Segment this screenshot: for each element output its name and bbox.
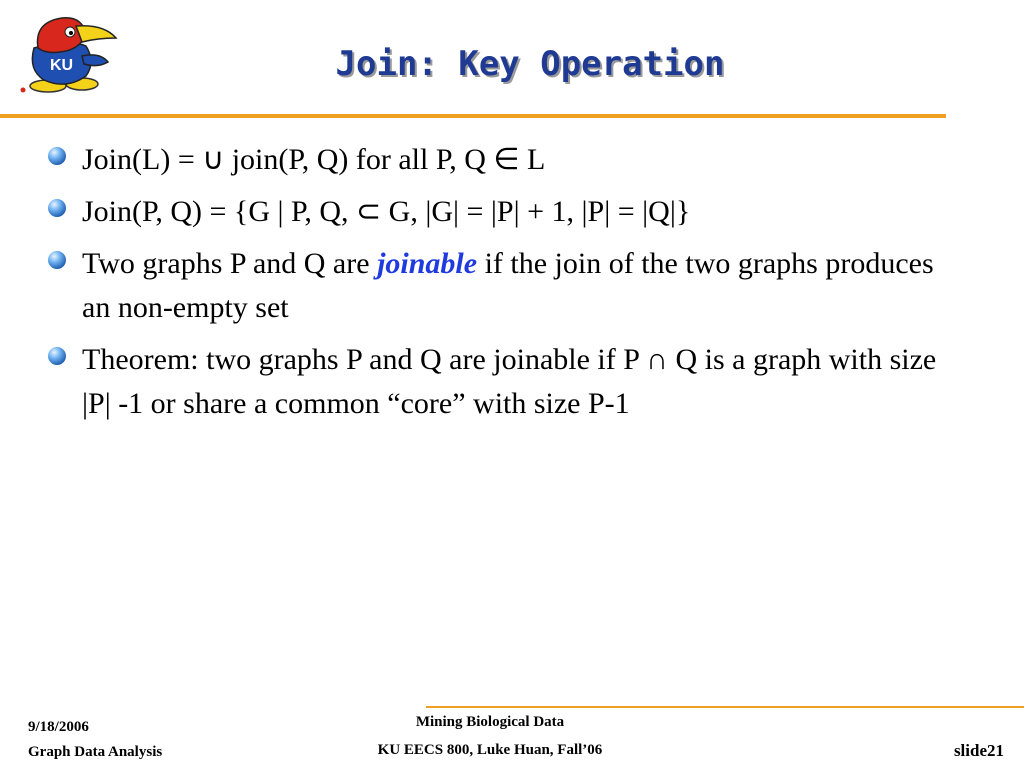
slide-number: slide21 — [953, 741, 1004, 760]
bullet-text: Join(L) = ∪ join(P, Q) for all P, Q ∈ L — [82, 143, 546, 176]
footer-author: KU EECS 800, Luke Huan, Fall’06 — [377, 742, 603, 758]
footer-course: Mining Biological Data — [415, 714, 565, 730]
bullet-list — [44, 138, 964, 434]
bullet-text: Theorem: two graphs P and Q are joinable if P ∩ Q is a graph with size |P| -1 or share a common “core” with size P-1 — [82, 343, 937, 420]
footer-subtitle: Graph Data Analysis — [28, 744, 163, 760]
title-divider — [0, 114, 946, 118]
bullet-icon — [48, 251, 66, 269]
bullet-item — [44, 138, 964, 182]
bullet-icon — [48, 147, 66, 165]
bullet-item — [44, 338, 964, 426]
bullet-text-post: if the join of the two graphs produces an non-empty set — [82, 247, 934, 324]
footer-divider — [426, 706, 1024, 708]
bullet-text: Join(P, Q) = {G | P, Q, ⊂ G, |G| = |P| + 1, |P| = |Q|} — [82, 195, 691, 228]
footer-date: 9/18/2006 — [28, 719, 89, 735]
joinable-emphasis: joinable — [377, 247, 478, 280]
bullet-item — [44, 242, 964, 330]
bullet-icon — [48, 347, 66, 365]
bullet-text-pre: Two graphs P and Q are — [82, 247, 378, 280]
bullet-icon — [48, 199, 66, 217]
logo-ku-text: KU — [50, 57, 74, 74]
slide-title: Join: Key Operation — [335, 44, 725, 84]
bullet-item — [44, 190, 964, 234]
